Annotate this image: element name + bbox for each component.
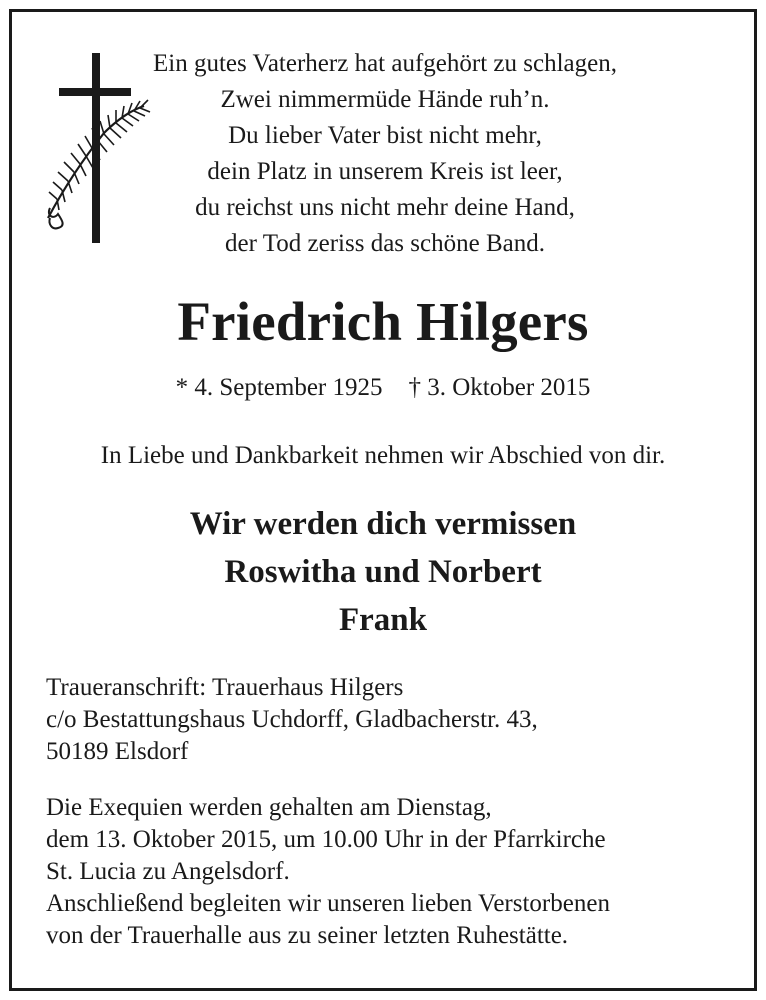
service-line: von der Trauerhalle aus zu seiner letzten Ruhestätte. bbox=[46, 922, 569, 949]
deceased-name: Friedrich Hilgers bbox=[177, 291, 589, 352]
mourning-address bbox=[46, 672, 736, 768]
poem-line: Zwei nimmermüde Hände ruh’n. bbox=[220, 86, 550, 113]
poem bbox=[115, 46, 655, 262]
address-line: Traueranschrift: Trauerhaus Hilgers bbox=[46, 674, 404, 701]
family-signatures bbox=[0, 500, 766, 644]
family-line: Roswitha und Norbert bbox=[224, 554, 542, 590]
service-line: Die Exequien werden gehalten am Dienstag, bbox=[46, 794, 492, 821]
poem-line: der Tod zeriss das schöne Band. bbox=[225, 230, 545, 257]
farewell-text: In Liebe und Dankbarkeit nehmen wir Abschied von dir. bbox=[100, 442, 666, 469]
family-line: Wir werden dich vermissen bbox=[189, 506, 577, 542]
address-line: 50189 Elsdorf bbox=[46, 738, 189, 765]
death-date: † 3. Oktober 2015 bbox=[408, 374, 591, 401]
address-line: c/o Bestattungshaus Uchdorff, Gladbacherstr. 43, bbox=[46, 706, 538, 733]
birth-date: * 4. September 1925 bbox=[175, 374, 383, 401]
life-dates bbox=[0, 372, 766, 404]
poem-line: du reichst uns nicht mehr deine Hand, bbox=[195, 194, 575, 221]
poem-line: Ein gutes Vaterherz hat aufgehört zu schlagen, bbox=[153, 50, 617, 77]
poem-line: dein Platz in unserem Kreis ist leer, bbox=[207, 158, 563, 185]
service-line: Anschließend begleiten wir unseren lieben Verstorbenen bbox=[46, 890, 610, 917]
funeral-service-info bbox=[46, 792, 736, 952]
family-line: Frank bbox=[338, 602, 427, 638]
poem-line: Du lieber Vater bist nicht mehr, bbox=[228, 122, 542, 149]
service-line: dem 13. Oktober 2015, um 10.00 Uhr in der Pfarrkirche bbox=[46, 826, 606, 853]
service-line: St. Lucia zu Angelsdorf. bbox=[46, 858, 290, 885]
